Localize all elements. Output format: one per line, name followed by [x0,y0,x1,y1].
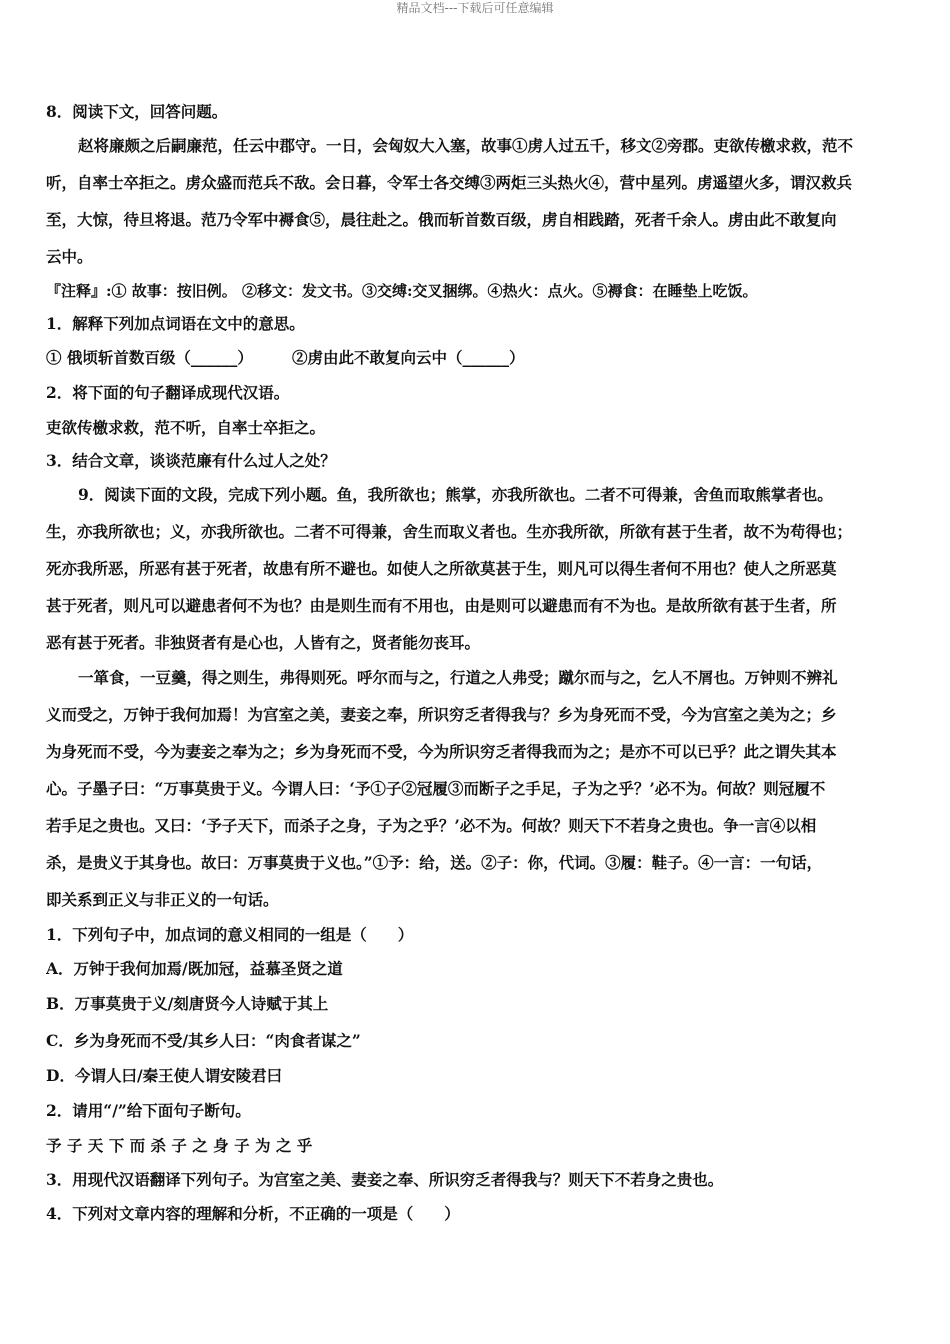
q8-annotation: 『注释』:① 故事：按旧例。 ②移文：发文书。③交缚:交叉捆绑。④热火：点火。⑤褥食：在睡垫上吃饭。 [46,282,758,300]
q8-sub3: 3．结合文章，谈谈范廉有什么过人之处？ [46,451,336,470]
q8-sub1-item-b: ②虏由此不敢复向云中（______） [292,348,525,367]
q8-passage-line: 赵将廉颇之后嗣廉范，任云中郡守。一日，会匈奴大入塞，故事①虏人过五千，移文②旁郡。吏欲传檄求救，范不 [78,136,854,155]
page-header: 精品文档---下载后可任意编辑 [396,1,554,15]
q9-passage-line: 甚于死者，则凡可以避患者何不为也？由是则生而有不用也，由是则可以避患而有不为也。是故所欲有甚于生者，所 [46,596,837,615]
q8-sub1-item-a: ① 俄顷斩首数百级（______） [46,348,253,367]
q9-passage-line: 生，亦我所欲也；义，亦我所欲也。二者不可得兼，舍生而取义者也。生亦我所欲，所欲有甚于生者，故不为苟得也； [46,522,853,541]
q9-option-b: B．万事莫贵于义/刻唐贤今人诗赋于其上 [46,994,329,1013]
q8-passage-line: 云中。 [46,247,93,266]
q9-option-a: A．万钟于我何加焉/既加冠，益慕圣贤之道 [46,959,343,978]
q9-sub1: 1．下列句子中，加点词的意义相同的一组是（ ） [46,925,414,944]
q8-passage-line: 至，大惊，待旦将退。范乃令军中褥食⑤，晨往赴之。俄而斩首数百级，虏自相践踏，死者千余人。虏由此不敢复向 [46,210,837,229]
q9-sub2-sentence: 予 子 天 下 而 杀 子 之 身 子 为 之 乎 [46,1136,313,1155]
q9-sub2: 2．请用“/”给下面句子断句。 [46,1101,251,1120]
q9-passage-line: 9．阅读下面的文段，完成下列小题。鱼，我所欲也；熊掌，亦我所欲也。二者不可得兼，舍鱼而取熊掌者也。 [78,485,833,504]
q9-passage-line: 恶有甚于死者。非独贤者有是心也，人皆有之，贤者能勿丧耳。 [46,633,481,652]
q9-passage-line: 死亦我所恶，所恶有甚于死者，故患有所不避也。如使人之所欲莫甚于生，则凡可以得生者何不用也？使人之所恶莫 [46,559,837,578]
q8-passage-line: 听，自率士卒拒之。虏众盛而范兵不敌。会日暮，令军士各交缚③两炬三头热火④，营中星列。虏遥望火多，谓汉救兵 [46,173,853,192]
q9-option-d: D．今谓人曰/秦王使人谓安陵君曰 [46,1066,283,1085]
q9-passage-line: 即关系到正义与非正义的一句话。 [46,890,279,909]
q8-sub2: 2．将下面的句子翻译成现代汉语。 [46,383,290,402]
q9-passage-line: 心。子墨子曰：“万事莫贵于义。今谓人曰：‘予①子②冠履③而断子之手足，子为之乎？’必不为。何故？则冠履不 [46,779,826,798]
q9-sub3: 3．用现代汉语翻译下列句子。为宫室之美、妻妾之奉、所识穷乏者得我与？则天下不若身之贵也。 [46,1170,724,1189]
q9-passage-line: 一箪食，一豆羹，得之则生，弗得则死。呼尔而与之，行道之人弗受；蹴尔而与之，乞人不屑也。万钟则不辨礼 [78,668,838,687]
q8-sub1: 1．解释下列加点词语在文中的意思。 [46,314,305,333]
q8-title: 8．阅读下文，回答问题。 [46,102,228,121]
q9-option-c: C．乡为身死而不受/其乡人曰：“肉食者谋之” [46,1031,361,1050]
q9-passage-line: 义而受之，万钟于我何加焉！为宫室之美，妻妾之奉，所识穷乏者得我与？乡为身死而不受，今为宫室之美为之；乡 [46,705,837,724]
q9-passage-line: 为身死而不受，今为妻妾之奉为之；乡为身死而不受，今为所识穷乏者得我而为之；是亦不可以已乎？此之谓失其本 [46,742,837,761]
q9-passage-line: 若手足之贵也。又曰：‘予子天下，而杀子之身，子为之乎？’必不为。何故？则天下不若身之贵也。争一言④以相 [46,816,817,835]
q9-passage-line: 杀，是贵义于其身也。故曰：万事莫贵于义也。”①予：给，送。②子：你，代词。③履：鞋子。④一言：一句话， [46,853,823,872]
q8-sub2-sentence: 吏欲传檄求救，范不听，自率士卒拒之。 [46,418,326,437]
q9-sub4: 4．下列对文章内容的理解和分析，不正确的一项是（ ） [46,1204,460,1223]
